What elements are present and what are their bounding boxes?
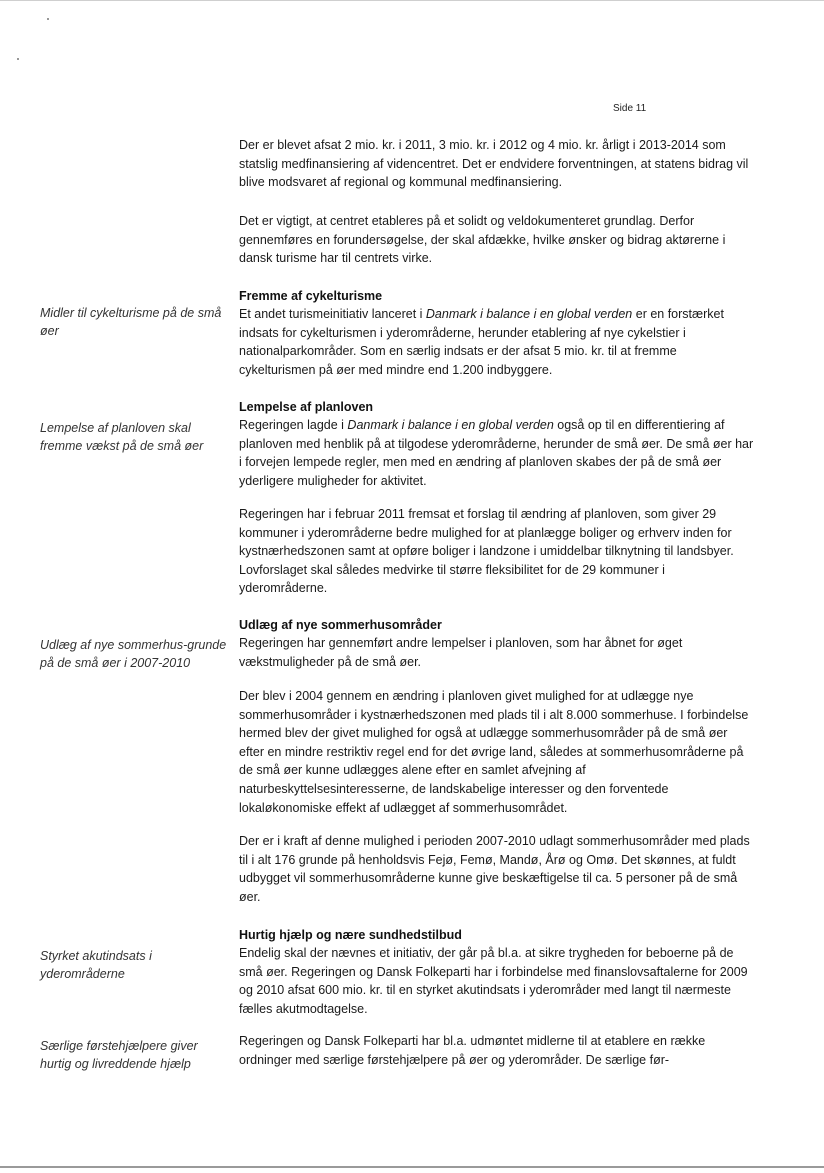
paragraph-text: Det er vigtigt, at centret etableres på et solidt og veldokumenteret grundlag. Derfor gennemføres en forundersøgelse, der skal afdække, hvilke ønsker og bidrag aktørerne i dansk turisme har til centrets virke. [239, 214, 726, 266]
paragraph-text: Der er i kraft af denne mulighed i perioden 2007-2010 udlagt sommerhusområder med plads til i alt 176 grunde på henholdsvis Fejø, Femø, Mandø, Årø og Omø. Det skønnes, at fuldt udbygget vil sommerhusområderne kunne give beskæftigelse til ca. 5 personer på de små øer. [239, 834, 750, 904]
paragraph-text: Regeringen har i februar 2011 fremsat et forslag til ændring af planloven, som giver 29 kommuner i yderområderne bedre mulighed for at planlægge boliger og erhverv inden for kystnærhedszonen samt at opføre boliger i landzone i umiddelbar tilknytning til landsbyer. Lovforslaget skal således medvirke til større fleksibilitet for de 29 kommuner i yderområderne. [239, 507, 734, 596]
paragraph-text: Der er blevet afsat 2 mio. kr. i 2011, 3 mio. kr. i 2012 og 4 mio. kr. årligt i 2013-2014 som statslig medfinansiering af videncentret. Det er endvidere forventningen, at statens bidrag vil blive modsvaret af regional og kommunal medfinansiering. [239, 138, 749, 190]
section-heading: Udlæg af nye sommerhusområder [239, 618, 442, 632]
paragraph-foundation [239, 212, 754, 268]
paragraph-text: Der blev i 2004 gennem en ændring i planloven givet mulighed for at udlægge nye sommerhusområder i kystnærhedszonen med plads til i alt 8.000 sommerhuse. I forbindelse hermed blev der givet mulighed for også at udlægge sommerhusområder på de små øer efter en mindre restriktiv regel end for det øvrige land, således at sommerhusområderne på de små øer kunne udlægges alene efter en samlet afvejning af naturbeskyttelsesinteresserne, de landskabelige interesser og den forventede lokaløkonomiske effekt af udlægget af sommerhusområdet. [239, 689, 749, 815]
paragraph-2007-2010 [239, 832, 754, 906]
section-heading: Hurtig hjælp og nære sundhedstilbud [239, 928, 462, 942]
margin-note-planloven: Lempelse af planloven skal fremme vækst på de små øer [40, 421, 204, 453]
scan-speck [47, 18, 49, 20]
paragraph-2004-change [239, 687, 754, 817]
publication-title: Danmark i balance i en global verden [425, 307, 633, 321]
paragraph-text: Endelig skal der nævnes et initiativ, der går på bl.a. at sikre trygheden for beboerne på de små øer. Regeringen og Dansk Folkeparti har i forbindelse med finanslovsaftalerne for 2009 og 2010 afsat 600 mio. kr. til en styrket akutindsats i yderområder med langt til nærmeste fælles akutmodtagelse. [239, 946, 748, 1016]
section-heading: Lempelse af planloven [239, 400, 374, 414]
paragraph-text: Regeringen har gennemført andre lempelser i planloven, som har åbnet for øget vækstmuligheder på de små øer. [239, 636, 683, 669]
section-heading: Fremme af cykelturisme [239, 289, 383, 303]
scan-speck [17, 58, 19, 60]
text-run: også op til en differentiering af planloven med henblik på at tilgodese yderområderne, herunder de små øer. De små øer har i forvejen lempede regler, men med en ændring af planloven skabes der på de små øer yderligere muligheder for aktivitet. [239, 418, 754, 488]
section-sommerhusomraader [239, 616, 754, 671]
page-number: Side 11 [613, 103, 647, 114]
paragraph-foerstehjaelpere [239, 1032, 754, 1069]
scan-top-edge [0, 0, 824, 1]
paragraph-financing [239, 136, 754, 192]
publication-title: Danmark i balance i en global verden [347, 418, 554, 432]
text-run: er en forstærket indsats for cykelturismen i yderområderne, herunder etablering af nye cykelstier i nationalparkområder. Som en særlig indsats er der afsat 5 mio. kr. til at fremme cykelturismen på øer med mindre end 1.200 indbyggere. [239, 307, 724, 377]
margin-note-foerstehjaelpere: Særlige førstehjælpere giver hurtig og livreddende hjælp [40, 1039, 198, 1071]
paragraph-text: Regeringen og Dansk Folkeparti har bl.a. udmøntet midlerne til at etablere en række ordninger med særlige førstehjælpere på øer og yderområder. De særlige før- [239, 1034, 706, 1067]
margin-note-sommerhusgrunde: Udlæg af nye sommerhus-grunde på de små øer i 2007-2010 [40, 638, 227, 670]
text-run: Et andet turismeinitiativ lanceret i [239, 307, 426, 321]
paragraph-text [239, 416, 754, 490]
margin-note-akutindsats: Styrket akutindsats i yderområderne [40, 949, 152, 981]
section-planloven [239, 398, 754, 490]
paragraph-text [239, 305, 754, 379]
margin-note-cykelturisme: Midler til cykelturisme på de små øer [40, 306, 222, 338]
scan-bottom-edge [0, 1166, 824, 1168]
paragraph-lovforslag [239, 505, 754, 598]
section-sundhedstilbud [239, 926, 754, 1018]
text-run: Regeringen lagde i [239, 418, 348, 432]
section-cykelturisme [239, 287, 754, 379]
